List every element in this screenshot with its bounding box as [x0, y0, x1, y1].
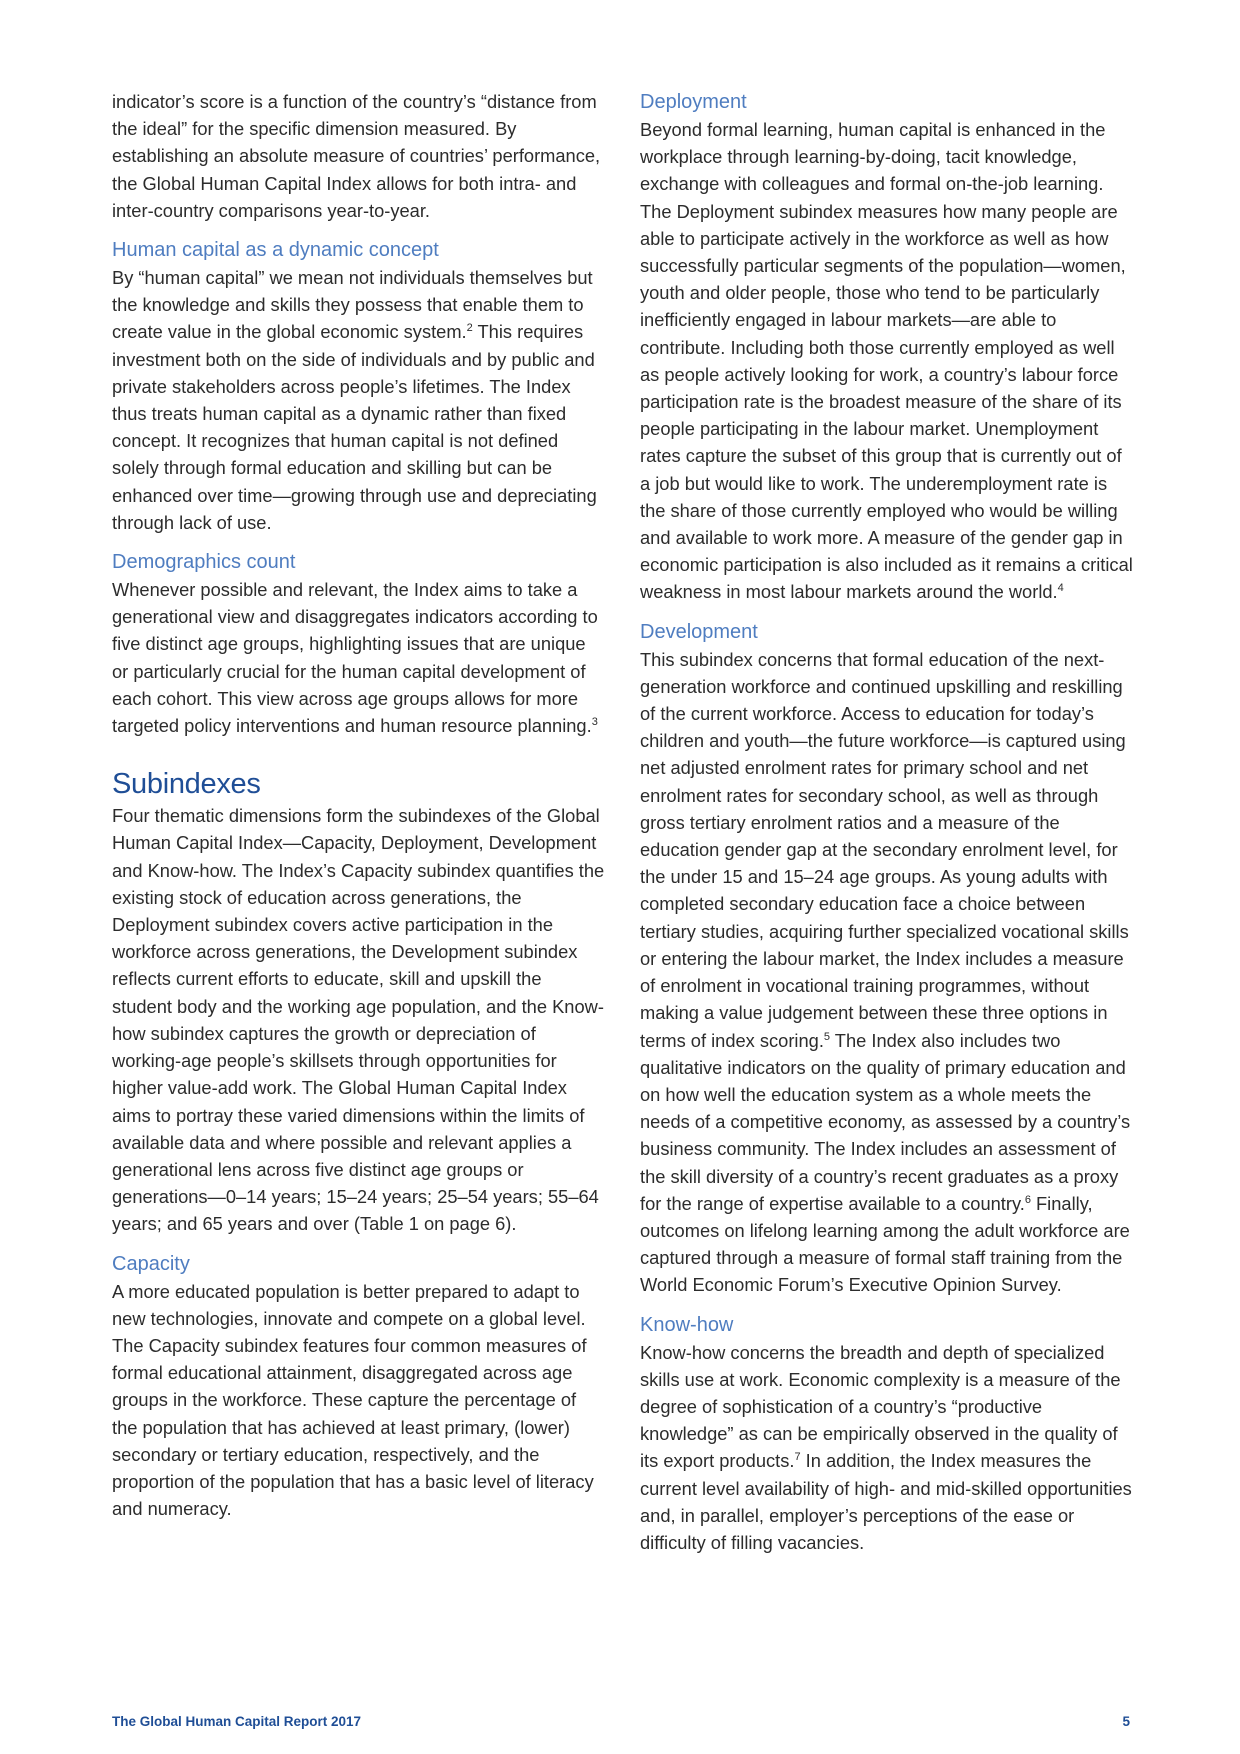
development-heading: Development — [640, 620, 758, 643]
footnote-ref-6: 6 — [1024, 1193, 1031, 1206]
footnote-ref-7: 7 — [794, 1451, 801, 1464]
demographics-section — [112, 548, 606, 739]
footnote-ref-2: 2 — [466, 322, 473, 335]
knowhow-text-a: Know-how concerns the breadth and depth of specialized skills use at work. Economic complexity is a measure of the degree of sophistication of a country’s “productive knowledge” as can be empirically observed in the quality of its export products. — [640, 1341, 1121, 1472]
dynamic-concept-paragraph — [112, 264, 606, 536]
demographics-text: Whenever possible and relevant, the Index aims to take a generational view and disaggregates indicators according to five distinct age groups, highlighting issues that are unique or particularly crucial for the human capital development of each cohort. This view across age groups allows for more targeted policy interventions and human resource planning. — [112, 579, 598, 737]
dynamic-concept-section — [112, 236, 606, 536]
subindexes-section — [112, 766, 606, 1237]
demographics-paragraph — [112, 576, 606, 739]
left-column — [112, 88, 606, 1522]
development-text-a: This subindex concerns that formal education of the next-generation workforce and continued upskilling and reskilling of the current workforce. Access to education for today’s children and youth—the future workforce—is captured using net adjusted enrolment rates for primary school and net enrolment rates for secondary school, as well as through gross tertiary enrolment ratios and a measure of the education gender gap at the secondary enrolment level, for the under 15 and 15–24 age groups. As young adults with completed secondary education face a choice between tertiary studies, acquiring further specialized vocational skills or entering the labour market, the Index includes a measure of enrolment in vocational training programmes, without making a value judgement between these three options in terms of index scoring. — [640, 648, 1129, 1051]
deployment-paragraph — [640, 116, 1134, 606]
intro-paragraph: indicator’s score is a function of the country’s “distance from the ideal” for the specific dimension measured. By establishing an absolute measure of countries’ performance, the Global Human Capital Index allows for both intra- and inter-country comparisons year-to-year. — [112, 91, 601, 221]
subindexes-heading: Subindexes — [112, 768, 261, 801]
intro-section — [112, 88, 606, 224]
footer-report-title: The Global Human Capital Report 2017 — [112, 1714, 362, 1729]
footnote-ref-5: 5 — [823, 1030, 831, 1043]
knowhow-heading: Know-how — [640, 1313, 734, 1336]
dynamic-text-a: By “human capital” we mean not individuals themselves but the knowledge and skills they possess that enable them to create value in the global economic system. — [112, 267, 593, 343]
knowhow-paragraph — [640, 1339, 1134, 1557]
development-paragraph — [640, 646, 1134, 1299]
capacity-paragraph: A more educated population is better prepared to adapt to new technologies, innovate and compete on a global level. The Capacity subindex features four common measures of formal educational attainment, disaggregated across age groups in the workforce. These capture the percentage of the population that has achieved at least primary, (lower) secondary or tertiary education, respectively, and the proportion of the population that has a basic level of literacy and numeracy. — [112, 1280, 594, 1520]
demographics-heading: Demographics count — [112, 551, 296, 574]
footer-page-number: 5 — [1122, 1714, 1130, 1729]
deployment-text: Beyond formal learning, human capital is enhanced in the workplace through learning-by-doing, tacit knowledge, exchange with colleagues and formal on-the-job learning. The Deployment subindex measures how many people are able to participate actively in the workforce as well as how successfully particular segments of the population—women, youth and older people, those who tend to be particularly inefficiently engaged in labour markets—are able to contribute. Including both those currently employed as well as people actively looking for work, a country’s labour force participation rate is the broadest measure of the share of its people participating in the labour market. Unemployment rates capture the subset of this group that is currently out of a job but would like to work. The underemployment rate is the share of those currently employed who would be willing and available to work more. A measure of the gender gap in economic participation is also included as it remains a critical weakness in most labour markets around the world. — [640, 119, 1133, 603]
development-text-c: Finally, outcomes on lifelong learning among the adult workforce are captured through a measure of formal staff training from the World Economic Forum’s Executive Opinion Survey. — [640, 1192, 1130, 1296]
footnote-ref-4: 4 — [1057, 582, 1064, 595]
right-column — [640, 88, 1134, 1556]
development-section — [640, 618, 1134, 1299]
subindexes-paragraph: Four thematic dimensions form the subindexes of the Global Human Capital Index—Capacity, Deployment, Development and Know-how. The Index’s Capacity subindex quantifies the existing stock of education across generations, the Deployment subindex covers active participation in the workforce across generations, the Development subindex reflects current efforts to educate, skill and upskill the student body and the working age population, and the Know-how subindex captures the growth or depreciation of working-age people’s skillsets through opportunities for higher value-add work. The Global Human Capital Index aims to portray these varied dimensions within the limits of available data and where possible and relevant applies a generational lens across five distinct age groups or generations—0–14 years; 15–24 years; 25–54 years; 55–64 years; and 65 years and over (Table 1 on page 6). — [112, 805, 605, 1235]
footnote-ref-3: 3 — [591, 715, 598, 728]
capacity-section — [112, 1250, 606, 1523]
deployment-section — [640, 88, 1134, 606]
dynamic-text-b: This requires investment both on the side of individuals and by public and private stakeholders across people’s lifetimes. The Index thus treats human capital as a dynamic rather than fixed concept. It recognizes that human capital is not defined solely through formal education and skilling but can be enhanced over time—growing through use and depreciating through lack of use. — [112, 321, 597, 533]
knowhow-text-b: In addition, the Index measures the current level availability of high- and mid-skilled opportunities and, in parallel, employer’s perceptions of the ease or difficulty of filling vacancies. — [640, 1450, 1132, 1553]
knowhow-section — [640, 1311, 1134, 1557]
capacity-heading: Capacity — [112, 1252, 190, 1275]
development-text-b: The Index also includes two qualitative indicators on the quality of primary education and on how well the education system as a whole meets the needs of a competitive economy, as assessed by a country’s business community. The Index includes an assessment of the skill diversity of a country’s recent graduates as a proxy for the range of expertise available to a country. — [640, 1029, 1131, 1214]
dynamic-concept-heading: Human capital as a dynamic concept — [112, 239, 439, 262]
deployment-heading: Deployment — [640, 91, 747, 113]
